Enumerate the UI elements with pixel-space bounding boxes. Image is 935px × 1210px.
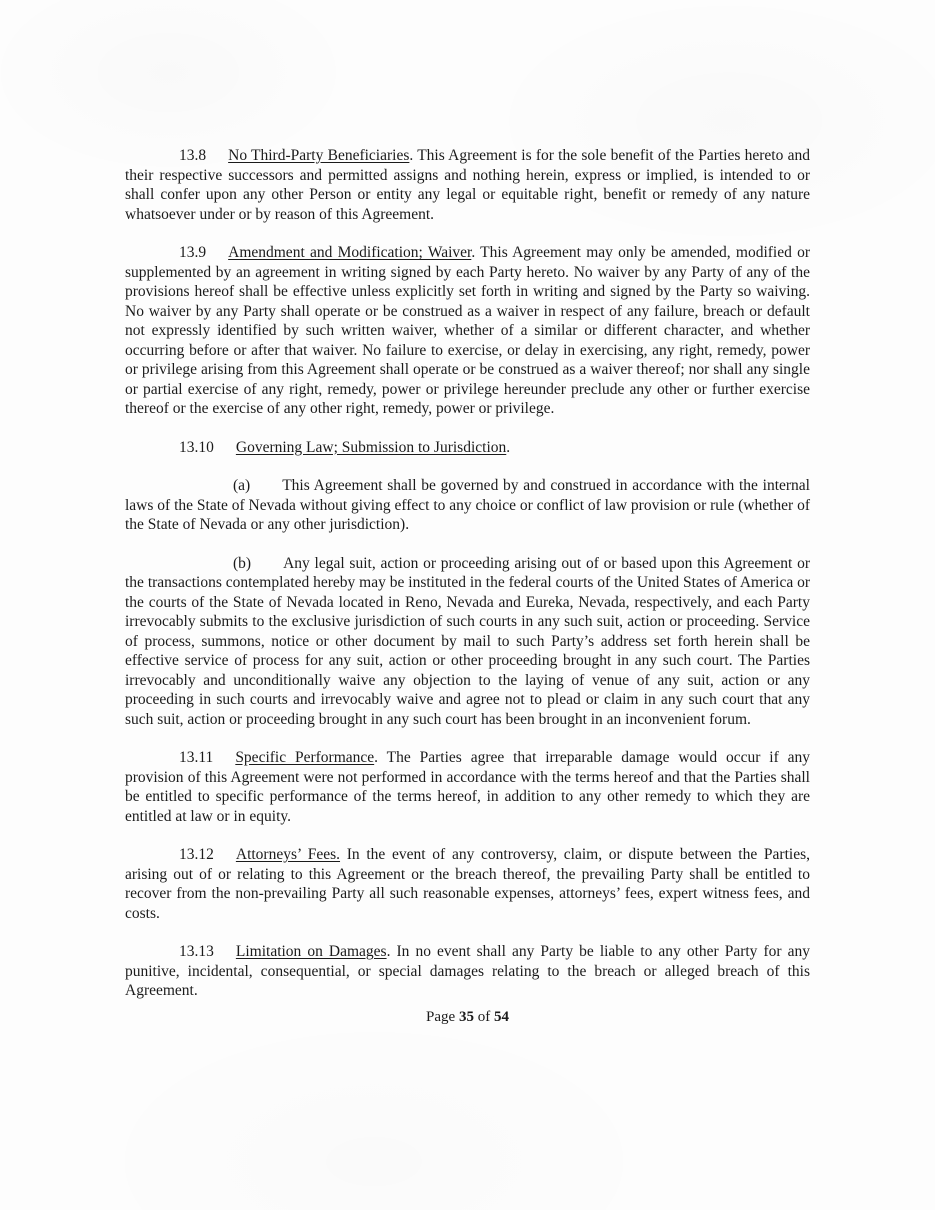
footer-separator: of: [477, 1008, 491, 1025]
section-13-8: [125, 146, 810, 224]
section-13-13: [125, 942, 810, 1001]
section-13-11: [125, 748, 810, 826]
section-13-9: [125, 243, 810, 419]
section-title: No Third-Party Beneficiaries: [228, 147, 410, 164]
subsection-13-10-a: [125, 476, 810, 535]
section-text: . The Parties agree that irreparable damage would occur if any provision of this Agreement were not performed in accordance with the terms hereof and that the Parties shall be entitled to specific performance of the terms hereof, in addition to any other remedy to which they are entitled at law or in equity.: [125, 749, 810, 825]
subsection-label: (b): [233, 554, 252, 572]
section-number: 13.9: [179, 244, 207, 261]
section-text: . This Agreement may only be amended, modified or supplemented by an agreement in writing signed by each Party hereto. No waiver by any Party of any of the provisions hereof shall be effective unless explicitly set forth in writing and signed by the Party so waiving. No waiver by any Party shall operate or be construed as a waiver in respect of any failure, breach or default not expressly identified by such written waiver, whether of a similar or different character, and whether occurring before or after that waiver. No failure to exercise, or delay in exercising, any right, remedy, power or privilege arising from this Agreement shall operate or be construed as a waiver thereof; nor shall any single or partial exercise of any right, remedy, power or privilege hereunder preclude any other or further exercise thereof or the exercise of any other right, remedy, power or privilege.: [125, 244, 811, 417]
section-text: .: [506, 438, 511, 456]
section-text: . In no event shall any Party be liable to any other Party for any punitive, incidental, consequential, or special damages relating to the breach or alleged breach of this Agreement.: [125, 943, 810, 999]
section-text: In the event of any controversy, claim, or dispute between the Parties, arising out of or relating to this Agreement or the breach thereof, the prevailing Party shall be entitled to recover from the non-prevailing Party all such reasonable expenses, attorneys’ fees, expert witness fees, and costs.: [125, 846, 810, 922]
section-number: 13.13: [179, 943, 214, 960]
section-title: Amendment and Modification; Waiver: [228, 244, 472, 261]
section-number: 13.10: [179, 438, 214, 456]
page-footer: [125, 1008, 810, 1028]
section-title: Limitation on Damages: [235, 943, 387, 960]
subsection-label: (a): [233, 477, 251, 494]
page-number: 35: [458, 1008, 474, 1025]
section-number: 13.12: [179, 846, 214, 863]
section-title: Attorneys’ Fees.: [235, 846, 341, 863]
footer-prefix: Page: [426, 1008, 456, 1025]
section-title: Specific Performance: [235, 749, 375, 766]
subsection-text: This Agreement shall be governed by and construed in accordance with the internal laws of the State of Nevada without giving effect to any choice or conflict of law provision or rule (whether of the State of Nevada or any other jurisdiction).: [125, 477, 810, 533]
section-13-12: [125, 845, 810, 923]
total-pages: 54: [493, 1008, 509, 1025]
section-13-10-heading: [125, 438, 810, 458]
section-number: 13.8: [179, 147, 207, 164]
section-text: . This Agreement is for the sole benefit of the Parties hereto and their respective successors and permitted assigns and nothing herein, express or implied, is intended to or shall confer upon any other Person or entity any legal or equitable right, benefit or remedy of any nature whatsoever under or by reason of this Agreement.: [125, 147, 810, 223]
section-number: 13.11: [179, 749, 214, 766]
subsection-text: Any legal suit, action or proceeding arising out of or based upon this Agreement or the transactions contemplated hereby may be instituted in the federal courts of the United States of America or the courts of the State of Nevada located in Reno, Nevada and Eureka, Nevada, respectively, and each Party irrevocably submits to the exclusive jurisdiction of such courts in any such suit, action or proceeding. Service of process, summons, notice or other document by mail to such Party’s address set forth herein shall be effective service of process for any suit, action or other proceeding brought in any such court. The Parties irrevocably and unconditionally waive any objection to the laying of venue of any suit, action or any proceeding in such courts and irrevocably waive and agree not to plead or claim in any such court that any such suit, action or proceeding brought in any such court has been brought in an inconvenient forum.: [125, 554, 810, 728]
subsection-13-10-b: [125, 554, 810, 730]
section-title: Governing Law; Submission to Jurisdiction: [235, 438, 507, 456]
